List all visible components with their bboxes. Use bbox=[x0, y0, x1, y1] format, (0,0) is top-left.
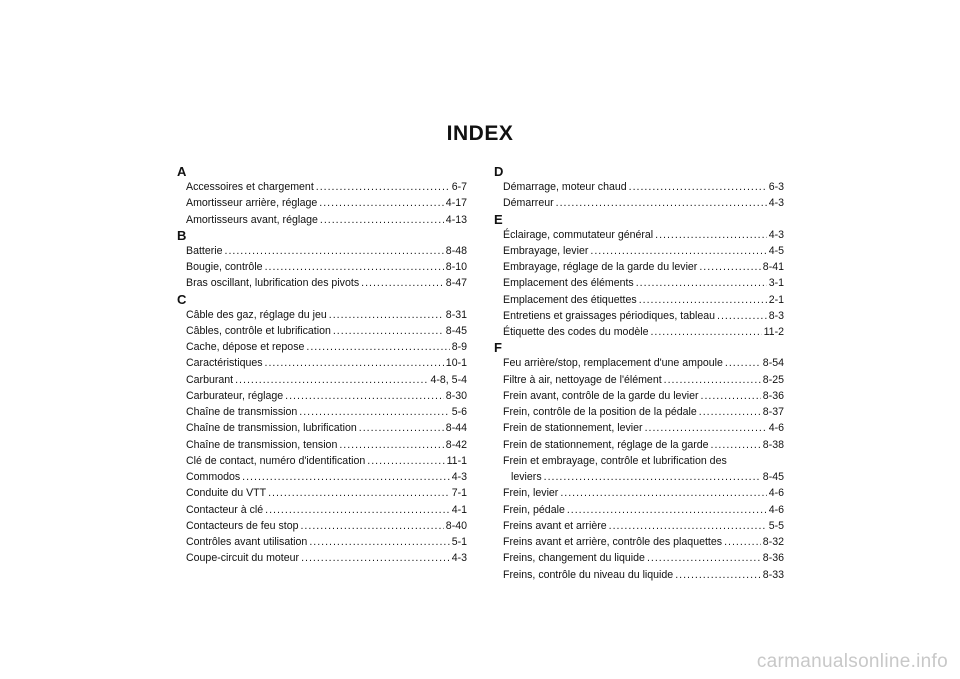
entry-page: 6-7 bbox=[451, 181, 467, 193]
leader-dots bbox=[556, 195, 767, 211]
leader-dots bbox=[724, 534, 761, 550]
entry-label: Démarreur bbox=[503, 197, 554, 210]
section-letter: C bbox=[177, 291, 187, 307]
entry-page: 8-54 bbox=[762, 357, 784, 370]
entry-page: 6-3 bbox=[768, 181, 784, 193]
leader-dots bbox=[725, 355, 761, 371]
entry-label: Conduite du VTT bbox=[186, 487, 267, 500]
index-entry bbox=[494, 420, 784, 436]
index-entry bbox=[177, 372, 467, 388]
entry-label: Frein, pédale bbox=[503, 503, 565, 516]
entry-label: Frein de stationnement, levier bbox=[503, 422, 643, 435]
index-entry bbox=[177, 485, 467, 501]
entry-label: Clé de contact, numéro d'identification bbox=[186, 454, 366, 467]
entry-label: Amortisseurs avant, réglage bbox=[186, 213, 318, 226]
entry-label: Carburant bbox=[186, 373, 234, 386]
entry-label: Chaîne de transmission bbox=[186, 406, 298, 418]
entry-page: 8-41 bbox=[762, 261, 784, 273]
leader-dots bbox=[235, 372, 428, 388]
index-entry bbox=[177, 502, 467, 518]
leader-dots bbox=[333, 323, 444, 339]
leader-dots bbox=[701, 388, 761, 404]
section-letter: B bbox=[177, 227, 187, 243]
leader-dots bbox=[699, 404, 761, 420]
entry-label: leviers bbox=[511, 471, 542, 483]
entry-label: Filtre à air, nettoyage de l'élément bbox=[503, 373, 662, 386]
entry-page: 8-33 bbox=[762, 568, 784, 581]
entry-label: Emplacement des éléments bbox=[503, 277, 634, 290]
entry-page: 8-25 bbox=[762, 373, 784, 386]
entry-page: 4-6 bbox=[768, 487, 784, 500]
entry-page: 7-1 bbox=[451, 487, 467, 500]
index-entry bbox=[177, 307, 467, 323]
entry-page: 4-17 bbox=[445, 197, 467, 210]
entry-label: Chaîne de transmission, tension bbox=[186, 438, 338, 451]
entry-page: 8-48 bbox=[445, 244, 467, 257]
leader-dots bbox=[636, 275, 767, 291]
leader-dots bbox=[629, 179, 767, 195]
entry-label: Bougie, contrôle bbox=[186, 261, 263, 273]
index-entry bbox=[494, 518, 784, 534]
entry-page: 5-5 bbox=[768, 519, 784, 532]
entry-label: Commodos bbox=[186, 471, 241, 483]
entry-label: Câbles, contrôle et lubrification bbox=[186, 324, 331, 337]
entry-page: 4-6 bbox=[768, 422, 784, 435]
index-entry-heading: Frein et embrayage, contrôle et lubrification des bbox=[503, 454, 727, 467]
index-entry bbox=[494, 372, 784, 388]
index-entry bbox=[494, 308, 784, 324]
leader-dots bbox=[320, 212, 444, 228]
entry-page: 4-6 bbox=[768, 503, 784, 516]
index-entry bbox=[177, 420, 467, 436]
entry-label: Cache, dépose et repose bbox=[186, 341, 305, 353]
index-entry bbox=[494, 195, 784, 211]
leader-dots bbox=[339, 437, 443, 453]
index-entry bbox=[177, 275, 467, 291]
index-entry bbox=[177, 212, 467, 228]
entry-page: 10-1 bbox=[445, 357, 467, 370]
leader-dots bbox=[711, 437, 761, 453]
entry-label: Emplacement des étiquettes bbox=[503, 293, 637, 306]
watermark: carmanualsonline.info bbox=[756, 651, 948, 672]
entry-page: 5-6 bbox=[451, 406, 467, 418]
section-letter: E bbox=[494, 211, 503, 227]
index-entry bbox=[177, 469, 467, 485]
leader-dots bbox=[265, 355, 444, 371]
leader-dots bbox=[609, 518, 767, 534]
index-entry bbox=[177, 259, 467, 275]
index-entry bbox=[494, 292, 784, 308]
entry-page: 8-3 bbox=[768, 309, 784, 322]
entry-label: Démarrage, moteur chaud bbox=[503, 181, 627, 193]
entry-page: 8-44 bbox=[445, 422, 467, 435]
leader-dots bbox=[319, 195, 444, 211]
entry-label: Chaîne de transmission, lubrification bbox=[186, 422, 357, 435]
index-entry bbox=[494, 404, 784, 420]
index-entry bbox=[494, 243, 784, 259]
leader-dots bbox=[590, 243, 766, 259]
entry-page: 4-3 bbox=[451, 471, 467, 483]
section-letter: A bbox=[177, 164, 187, 179]
index-entry bbox=[494, 259, 784, 275]
entry-label: Frein, levier bbox=[503, 487, 559, 500]
section-letter: F bbox=[494, 340, 502, 356]
index-entry bbox=[494, 502, 784, 518]
index-entry bbox=[177, 339, 467, 355]
index-entry bbox=[177, 534, 467, 550]
leader-dots bbox=[242, 469, 450, 485]
entry-label: Freins avant et arrière bbox=[503, 519, 607, 532]
entry-page: 8-9 bbox=[451, 341, 467, 353]
leader-dots bbox=[300, 518, 443, 534]
leader-dots bbox=[664, 372, 761, 388]
entry-page: 8-47 bbox=[445, 277, 467, 290]
entry-label: Coupe-circuit du moteur bbox=[186, 552, 300, 565]
leader-dots bbox=[645, 420, 767, 436]
entry-label: Frein, contrôle de la position de la pédale bbox=[503, 406, 697, 418]
leader-dots bbox=[675, 567, 761, 583]
entry-page: 4-13 bbox=[445, 213, 467, 226]
entry-page: 4-3 bbox=[768, 197, 784, 210]
entry-label: Caractéristiques bbox=[186, 357, 263, 370]
entry-label: Étiquette des codes du modèle bbox=[503, 326, 649, 338]
entry-label: Contacteur à clé bbox=[186, 503, 264, 516]
entry-label: Carburateur, réglage bbox=[186, 389, 284, 402]
leader-dots bbox=[285, 388, 444, 404]
index-entry bbox=[177, 437, 467, 453]
index-entry bbox=[177, 453, 467, 469]
leader-dots bbox=[560, 485, 766, 501]
entry-page: 8-32 bbox=[762, 536, 784, 548]
entry-label: Éclairage, commutateur général bbox=[503, 228, 654, 241]
entry-page: 5-1 bbox=[451, 536, 467, 548]
entry-label: Feu arrière/stop, remplacement d'une ampoule bbox=[503, 357, 723, 370]
entry-page: 11-2 bbox=[763, 326, 784, 338]
entry-label: Embrayage, levier bbox=[503, 244, 589, 257]
entry-page: 8-36 bbox=[762, 389, 784, 402]
entry-label: Freins avant et arrière, contrôle des plaquettes bbox=[503, 536, 723, 548]
leader-dots bbox=[655, 227, 767, 243]
entry-page: 4-3 bbox=[451, 552, 467, 565]
entry-page: 8-10 bbox=[445, 261, 467, 273]
entry-page: 8-30 bbox=[445, 389, 467, 402]
index-entry bbox=[177, 404, 467, 420]
entry-label: Embrayage, réglage de la garde du levier bbox=[503, 261, 698, 273]
entry-label: Amortisseur arrière, réglage bbox=[186, 197, 318, 210]
entry-page: 4-3 bbox=[768, 228, 784, 241]
index-entry bbox=[494, 324, 784, 340]
entry-page: 4-8, 5-4 bbox=[430, 373, 467, 386]
leader-dots bbox=[301, 550, 450, 566]
leader-dots bbox=[329, 307, 444, 323]
entry-page: 8-36 bbox=[762, 552, 784, 565]
entry-label: Câble des gaz, réglage du jeu bbox=[186, 308, 327, 321]
entry-label: Freins, changement du liquide bbox=[503, 552, 645, 565]
index-entry bbox=[177, 323, 467, 339]
entry-page: 8-37 bbox=[762, 406, 784, 418]
leader-dots bbox=[299, 404, 449, 420]
leader-dots bbox=[544, 469, 761, 485]
entry-page: 11-1 bbox=[446, 454, 467, 467]
entry-label: Frein de stationnement, réglage de la garde bbox=[503, 438, 709, 451]
index-entry bbox=[177, 388, 467, 404]
leader-dots bbox=[567, 502, 767, 518]
entry-page: 8-31 bbox=[445, 308, 467, 321]
entry-page: 8-38 bbox=[762, 438, 784, 451]
entry-page: 3-1 bbox=[768, 277, 784, 290]
entry-label: Batterie bbox=[186, 244, 223, 257]
index-column-right bbox=[494, 164, 784, 583]
entry-label: Entretiens et graissages périodiques, tableau bbox=[503, 309, 716, 322]
entry-page: 4-1 bbox=[451, 503, 467, 516]
leader-dots bbox=[361, 275, 444, 291]
entry-label: Frein avant, contrôle de la garde du levier bbox=[503, 389, 699, 402]
leader-dots bbox=[225, 243, 444, 259]
section-letter: D bbox=[494, 164, 504, 179]
leader-dots bbox=[647, 550, 761, 566]
leader-dots bbox=[316, 179, 450, 195]
leader-dots bbox=[359, 420, 444, 436]
index-entry bbox=[494, 179, 784, 195]
leader-dots bbox=[268, 485, 450, 501]
index-entry bbox=[494, 567, 784, 583]
leader-dots bbox=[265, 259, 444, 275]
index-entry bbox=[177, 550, 467, 566]
leader-dots bbox=[265, 502, 450, 518]
index-entry bbox=[494, 437, 784, 453]
index-entry bbox=[494, 550, 784, 566]
entry-label: Bras oscillant, lubrification des pivots bbox=[186, 277, 360, 290]
index-entry bbox=[177, 518, 467, 534]
leader-dots bbox=[306, 339, 449, 355]
entry-page: 4-5 bbox=[768, 244, 784, 257]
page-title: INDEX bbox=[446, 122, 514, 145]
entry-label: Freins, contrôle du niveau du liquide bbox=[503, 568, 674, 581]
index-entry bbox=[177, 179, 467, 195]
leader-dots bbox=[699, 259, 760, 275]
leader-dots bbox=[309, 534, 449, 550]
index-entry bbox=[494, 469, 784, 485]
entry-label: Contrôles avant utilisation bbox=[186, 536, 308, 548]
index-entry bbox=[494, 355, 784, 371]
leader-dots bbox=[639, 292, 767, 308]
entry-label: Contacteurs de feu stop bbox=[186, 519, 299, 532]
entry-page: 8-45 bbox=[445, 324, 467, 337]
index-entry bbox=[494, 534, 784, 550]
entry-label: Accessoires et chargement bbox=[186, 181, 314, 193]
index-entry bbox=[494, 227, 784, 243]
index-entry bbox=[177, 355, 467, 371]
index-entry bbox=[494, 275, 784, 291]
entry-page: 8-45 bbox=[762, 471, 784, 483]
index-entry bbox=[494, 388, 784, 404]
leader-dots bbox=[367, 453, 444, 469]
entry-page: 8-40 bbox=[445, 519, 467, 532]
leader-dots bbox=[717, 308, 767, 324]
index-entry bbox=[177, 195, 467, 211]
leader-dots bbox=[650, 324, 761, 340]
index-entry bbox=[494, 485, 784, 501]
entry-page: 2-1 bbox=[768, 293, 784, 306]
index-column-left bbox=[177, 164, 467, 567]
index-entry bbox=[177, 243, 467, 259]
entry-page: 8-42 bbox=[445, 438, 467, 451]
